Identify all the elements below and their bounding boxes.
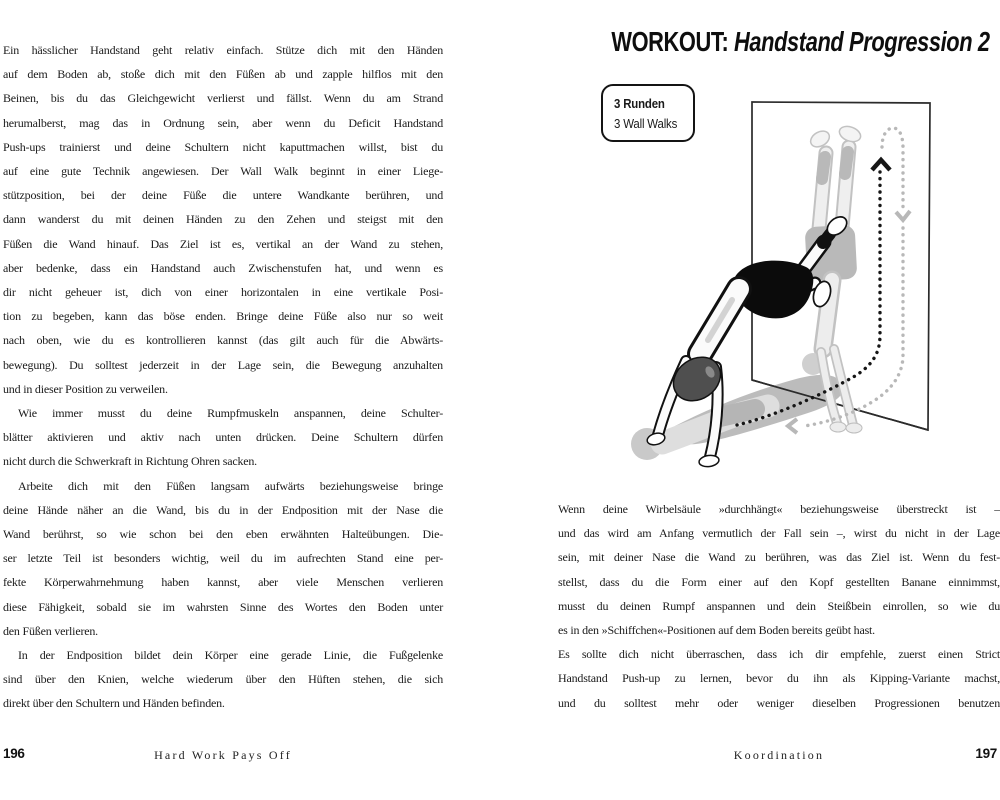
text-line: direkt über den Schultern und Händen befinden. [3,696,225,711]
text-line: stellst, dass du die Form einer auf den Kopf gestellten Banane einnimmst, [558,574,1000,589]
text-line: musst du deinen Rumpf anspannen und dein Steißbein einrollen, so wie du [558,598,1000,613]
workout-title-name: Handstand Progression 2 [734,26,990,57]
text-line: dann wanderst du mit deinen Händen zu den Zehen und steigst mit den [3,212,443,227]
text-line: Ein hässlicher Handstand geht relativ einfach. Stütze dich mit den Händen [3,43,443,57]
workout-title-text [611,26,989,58]
text-line: ser letzte Teil ist besonders wichtig, weil du im aufrechten Stand eine per- [3,551,443,566]
wall-walk-drawing [620,95,1000,490]
right-page-number: 197 [975,746,997,761]
text-line: auf dem Boden ab, stoße dich mit den Füßen ab und zapple hilflos mit den [3,67,443,82]
text-line: sind über den Knien, welche wiederum über den Hüften stehen, die sich [3,672,443,687]
workout-title [558,26,1000,58]
text-line: auf eine gute Technik angewiesen. Der Wall Walk beginnt in einer Liege- [3,164,443,179]
left-page-number: 196 [3,746,25,761]
text-line: Arbeite dich mit den Füßen langsam aufwärts beziehungsweise bringe [18,478,443,493]
text-line: herumalberst, mag das in Ordnung sein, aber wenn du Deficit Handstand [3,115,443,130]
text-line: und du solltest mehr oder weniger dieselben Progressionen benutzen [558,695,1000,710]
text-line: nach oben, wie du es kontrollieren kannst (das gilt auch für die Abwärts- [3,333,443,348]
text-line: und in dieser Position zu verweilen. [3,381,168,396]
text-line: Wand berührst, so wie schon bei den eben erwähnten Halteübungen. Die- [3,527,443,542]
text-line: es in den »Schiffchen«-Positionen auf dem Boden bereits geübt hast. [558,623,875,638]
text-line: den Füßen verlieren. [3,623,98,638]
text-line: Handstand Push-up zu lernen, bevor du ihn als Kipping-Variante machst, [558,671,1000,686]
rounds-label: 3 Runden [614,96,665,111]
text-line: Füßen die Wand hinauf. Das Ziel ist es, vertikal an der Wand zu stehen, [3,236,443,251]
text-line: sein, mit deiner Nase die Wand zu berühren, was das Ziel ist. Wenn du fest- [558,550,1000,565]
text-line: Es sollte dich nicht überraschen, dass ich dir empfehle, zuerst einen Strict [558,647,1000,662]
text-line: bewegung). Du solltest jederzeit in der Lage sein, die Bewegung anzuhalten [3,357,443,372]
text-line: Wenn deine Wirbelsäule »durchhängt« beziehungsweise überstreckt ist – [558,502,1000,516]
text-line: und das wird am Anfang vermutlich der Fall sein –, wirst du nicht in der Lage [558,526,1000,541]
text-line: deine Hände näher an die Wand, bis du in der Endposition mit der Nase die [3,502,443,517]
left-running-head: Hard Work Pays Off [154,748,292,762]
text-line: aber bedenke, dass ein Handstand auch Zwischenstufen hat, und wenn es [3,260,443,275]
text-line: In der Endposition bildet dein Körper eine gerade Linie, die Fußgelenke [18,648,443,663]
text-line: Push-ups trainierst und deine Schultern nicht kaputtmachen willst, bist du [3,139,443,154]
text-line: fekte Körperwahrnehmung haben kannst, aber viele Menschen verlieren [3,575,443,590]
prone-ghost-figure [631,406,768,460]
text-line: diese Fähigkeit, sobald sie im wahrsten Sinne des Wortes den Boden unter [3,599,443,614]
text-line: dir nicht geheuer ist, dich von einer horizontalen in eine vertikale Posi- [3,285,443,300]
exercise-label: 3 Wall Walks [614,115,678,131]
wall-walk-illustration [620,95,1000,490]
text-line: nicht durch die Schwerkraft in Richtung Ohren sacken. [3,454,257,469]
workout-title-prefix: WORKOUT: [611,26,735,57]
right-running-head: Koordination [733,748,825,762]
text-line: blätter aktivieren und aktiv nach unten drücken. Deine Schultern dürfen [3,430,443,445]
text-line: Wie immer musst du deine Rumpfmuskeln anspannen, deine Schulter- [18,406,443,421]
left-page-body [3,38,443,716]
text-line: tion zu begeben, kann das böse enden. Bringe deine Füße also nur so weit [3,309,443,324]
text-line: Beinen, bis du das Gleichgewicht verlierst und fällst. Wenn du am Strand [3,91,443,106]
right-page-body [558,497,1000,715]
text-line: stützposition, bei der deine Füße die untere Wandkante berühren, und [3,188,443,203]
